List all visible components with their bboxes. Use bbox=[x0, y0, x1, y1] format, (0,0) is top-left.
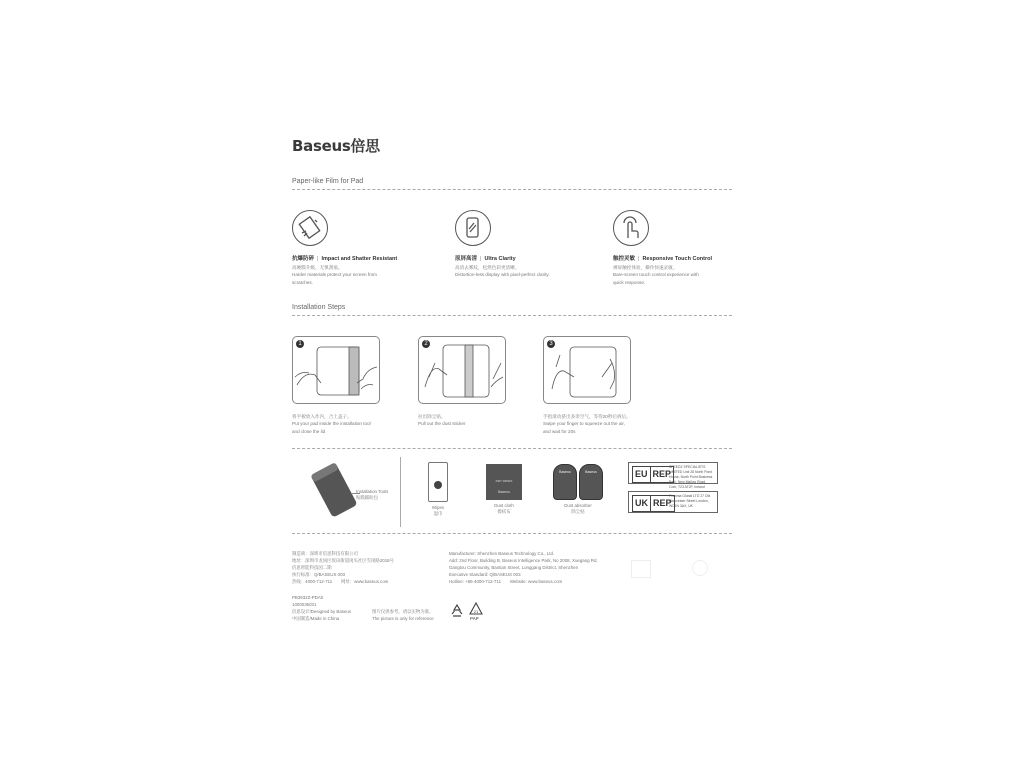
brand-logo: Baseus倍思 bbox=[292, 137, 380, 155]
uk-rep-tag: UK REP bbox=[632, 495, 675, 512]
cloth-brand: Baseus bbox=[498, 490, 510, 494]
dust-cloth-caption: Dust cloth 擦拭布 bbox=[494, 503, 514, 514]
step-number-1: 1 bbox=[296, 340, 304, 348]
touch-hand-icon bbox=[613, 210, 649, 246]
dust-absorber-image-1 bbox=[553, 464, 577, 500]
installation-title: Installation Steps bbox=[292, 304, 346, 311]
install-step-3-illustration bbox=[543, 336, 631, 404]
divider bbox=[292, 533, 732, 534]
absorber-brand: Baseus bbox=[559, 470, 571, 474]
feature-desc-clarity: 高清去雾纹，松然色彩更清晰。 Distortion-less display with pixel-perfect clarity. bbox=[455, 265, 550, 278]
divider bbox=[292, 315, 732, 316]
divider bbox=[292, 189, 732, 190]
install-step-3-text: 手指滑动挤出多余空气，等待20秒后拆后。 Swipe your finger to squeeze out the air, and wait for 20s bbox=[543, 414, 631, 434]
eu-rep-tag: EU REP bbox=[632, 466, 674, 483]
dust-absorber-caption: Dust absorber 除尘贴 bbox=[564, 503, 592, 514]
divider bbox=[292, 448, 732, 449]
phone-clarity-icon bbox=[455, 210, 491, 246]
faint-mark bbox=[631, 560, 651, 578]
dust-cloth-image bbox=[486, 464, 522, 500]
manufacturer-info-cn: 制造商：深圳市倍思科技有限公司 地址：深圳市龙岗区坂田街道岗头社区雪岗路2018号 倍思智能科技园二期 执行标准：Q/BASEUS 003 热线：4000-712-711 网址：www.baseus.com bbox=[292, 551, 394, 584]
recycle-icon bbox=[449, 603, 465, 619]
feature-title-impact: 抗爆防碎 | Impact and Shatter Resistant bbox=[292, 256, 398, 262]
install-step-1-illustration bbox=[292, 336, 380, 404]
feature-desc-touch: 裸屏触控体验，操作快速灵敏。 Bare-screen touch control experience with quick response. bbox=[613, 265, 699, 285]
install-step-2-illustration bbox=[418, 336, 506, 404]
feature-title-touch: 触控灵敏 | Responsive Touch Control bbox=[613, 256, 713, 262]
tablet-shatter-icon bbox=[292, 210, 328, 246]
install-step-1-text: 将平板放入作内，合上盖子。 Put your pad inside the installation tool and close the lid bbox=[292, 414, 371, 434]
manufacturer-info-en: Manufacturer: Shenzhen Baseus Technology Co., Ltd. Add: 2nd Floor, Building B, Baseus Intelligence Park, No 2008, Xuegang Rd, Gangtou Community, Bantian Street, Longgang District, Shenzhen Executive Standard: Q/BASEUS 003 Hotline: +86-4000-712-711 Website: www.baseus.com bbox=[449, 551, 598, 584]
vertical-divider bbox=[400, 457, 401, 527]
cloth-label: DRY WIPES bbox=[495, 479, 513, 483]
uk-rep-address: Proxima Global LTD 27 Old Gloucester Street London, WC1N 3AX, UK bbox=[669, 494, 711, 508]
dust-absorber-image-2 bbox=[579, 464, 603, 500]
step-number-3: 3 bbox=[547, 340, 555, 348]
install-step-2-text: 拉出除尘贴。 Pull out the dust sticker bbox=[418, 414, 466, 427]
product-codes: PB3932Z-PDA0 1000036031 倍思设计/Designed by Baseus 中国制造/Made in China bbox=[292, 595, 352, 621]
step-number-2: 2 bbox=[422, 340, 430, 348]
installation-tools-caption: Installation Tools 贴膜辅助包 bbox=[356, 489, 389, 500]
svg-text:21: 21 bbox=[473, 609, 479, 614]
installation-tools-bag-image bbox=[304, 462, 364, 518]
pap-label: PAP bbox=[470, 616, 479, 621]
absorber-brand: Baseus bbox=[585, 470, 597, 474]
eu-rep-address: SPEEDZ SPECIALISTS LIMITED Unit 28 North Point House, North Point Business Park, New Mallow Road, Cork, T23 AT2P, Ireland bbox=[669, 465, 713, 489]
feature-desc-impact: 高硬膜升级，无惧刮痕。 Harder materials protect your screen from scratches. bbox=[292, 265, 378, 285]
feature-title-clarity: 原屏高清 | Ultra Clarity bbox=[455, 256, 516, 262]
wipes-image bbox=[428, 462, 448, 502]
wipes-caption: Wipes 湿巾 bbox=[431, 505, 445, 516]
reference-note: 图片仅供参考，请以实物为准。 The picture is only for reference bbox=[372, 609, 434, 621]
product-subtitle: Paper-like Film for Pad bbox=[292, 178, 364, 185]
faint-mark bbox=[692, 560, 708, 576]
eu-rep-box bbox=[628, 462, 718, 489]
uk-rep-box bbox=[628, 491, 718, 513]
